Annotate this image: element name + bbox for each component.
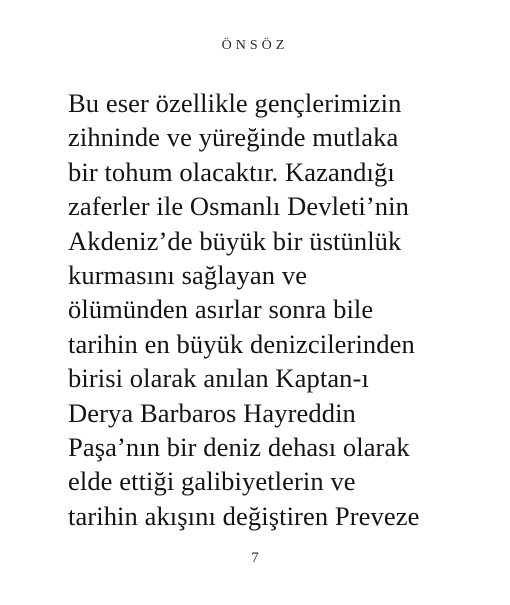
page-number: 7	[251, 550, 259, 566]
text-line: kurmasını sağlayan ve	[68, 260, 308, 291]
text-line: zihninde ve yüreğinde mutlaka	[68, 122, 399, 153]
text-line: bir tohum olacaktır. Kazandığı	[68, 156, 395, 187]
text-line: tarihin en büyük denizcilerinden	[68, 328, 415, 359]
body-paragraph	[68, 86, 508, 533]
section-heading: ÖNSÖZ	[221, 38, 289, 53]
text-line: Derya Barbaros Hayreddin	[68, 397, 356, 428]
text-line: birisi olarak anılan Kaptan-ı	[68, 363, 369, 394]
text-line: tarihin akışını değiştiren Preveze	[68, 500, 420, 531]
text-line: Paşa’nın bir deniz dehası olarak	[68, 432, 410, 463]
text-line: Akdeniz’de büyük bir üstünlük	[68, 225, 402, 256]
text-line: zaferler ile Osmanlı Devleti’nin	[68, 191, 409, 222]
text-line: ölümünden asırlar sonra bile	[68, 294, 374, 325]
text-line: Bu eser özellikle gençlerimizin	[68, 88, 402, 118]
text-line: elde ettiği galibiyetlerin ve	[68, 466, 356, 497]
